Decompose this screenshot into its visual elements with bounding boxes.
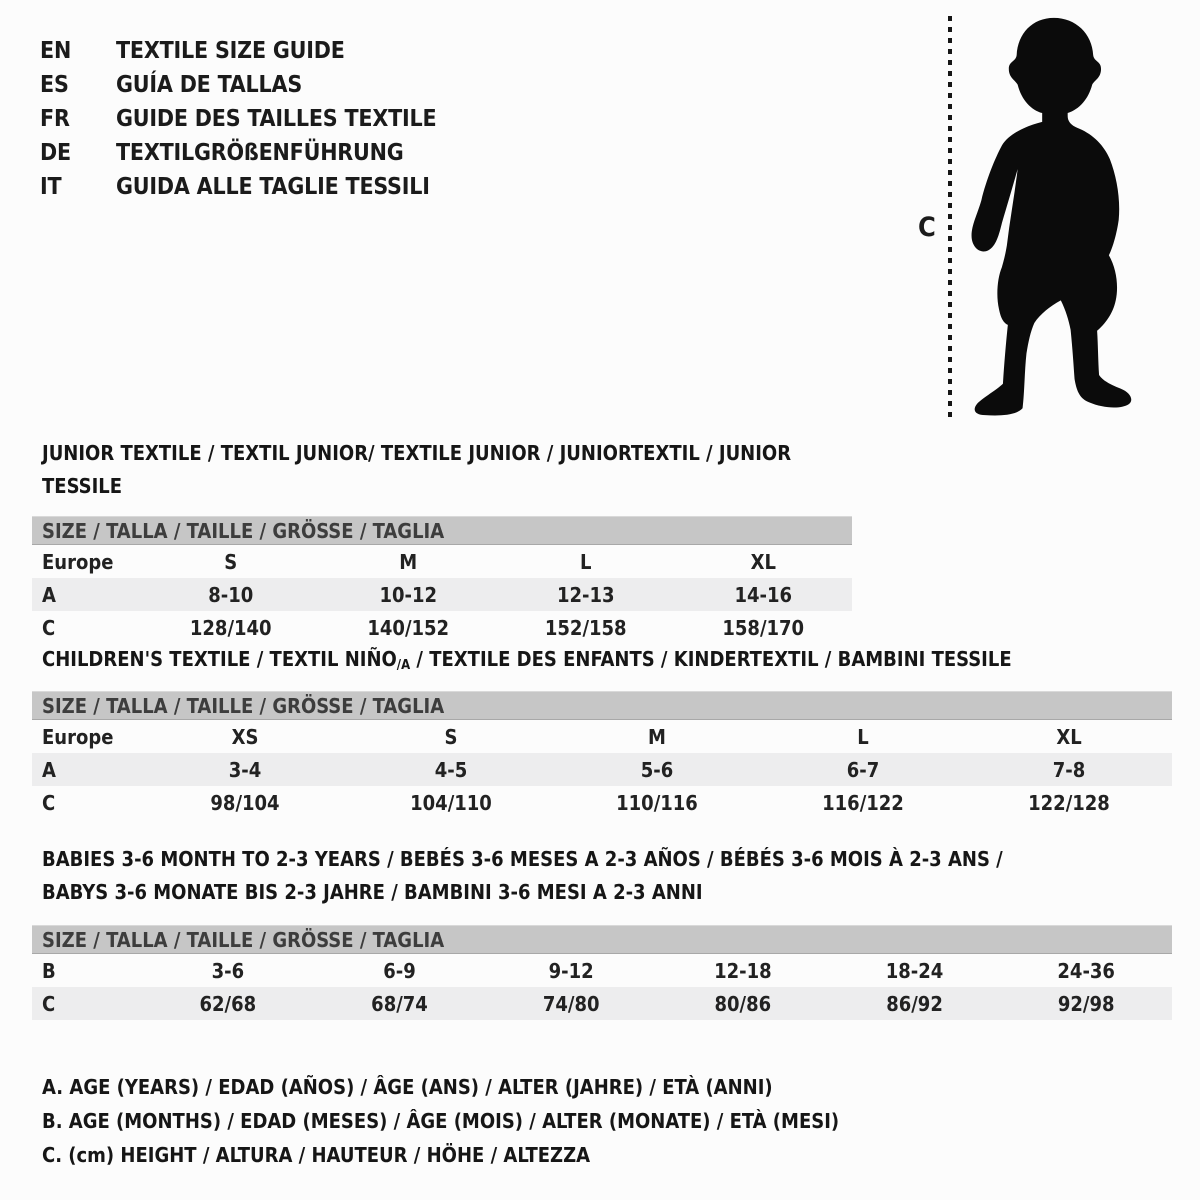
table-cell: 8-10 <box>208 582 254 607</box>
table-cell: 128/140 <box>189 615 272 640</box>
section-children <box>32 643 1172 819</box>
table-cell: 104/110 <box>410 790 492 815</box>
table-cell: 80/86 <box>714 991 772 1016</box>
table-cell: M <box>648 724 666 749</box>
section-title-text: / TEXTILE DES ENFANTS / KINDERTEXTIL / BAMBINI TESSILE <box>410 647 1012 671</box>
table-cell: 116/122 <box>822 790 904 815</box>
table-cell: M <box>399 549 418 574</box>
height-measure-dashed-line <box>948 16 952 417</box>
legend-line: A. AGE (YEARS) / EDAD (AÑOS) / ÂGE (ANS) / ALTER (JAHRE) / ETÀ (ANNI) <box>42 1075 773 1099</box>
table-cell: S <box>224 549 238 574</box>
baby-silhouette-icon <box>956 12 1146 424</box>
section-babies <box>32 843 1172 1020</box>
row-label: B <box>42 958 56 983</box>
row-label: Europe <box>42 724 114 749</box>
row-label: C <box>42 615 56 640</box>
table-cell: 18-24 <box>885 958 944 983</box>
table-cell: 158/170 <box>722 615 805 640</box>
table-cell: 152/158 <box>544 615 627 640</box>
language-list <box>40 34 436 204</box>
height-measure-label: C <box>918 212 936 243</box>
row-label: C <box>42 790 56 815</box>
table-cell: 7-8 <box>1052 757 1086 782</box>
section-title <box>42 437 852 503</box>
table-cell: XL <box>750 549 776 574</box>
size-table-header: SIZE / TALLA / TAILLE / GRÖSSE / TAGLIA <box>32 516 852 545</box>
size-table-junior <box>32 516 852 644</box>
table-cell: 24-36 <box>1057 958 1115 983</box>
table-cell: 98/104 <box>210 790 280 815</box>
language-code: DE <box>40 140 71 166</box>
table-cell: 74/80 <box>542 991 600 1016</box>
legend-line: B. AGE (MONTHS) / EDAD (MESES) / ÂGE (MOIS) / ALTER (MONATE) / ETÀ (MESI) <box>42 1109 840 1133</box>
table-cell: 10-12 <box>379 582 438 607</box>
language-code: ES <box>40 72 69 98</box>
size-table-header: SIZE / TALLA / TAILLE / GRÖSSE / TAGLIA <box>32 691 1172 720</box>
table-cell: XS <box>231 724 259 749</box>
table-cell: 9-12 <box>548 958 594 983</box>
table-row <box>32 987 1172 1020</box>
section-title-text: JUNIOR TEXTILE / TEXTIL JUNIOR/ TEXTILE JUNIOR / JUNIORTEXTIL / JUNIOR TESSILE <box>42 441 792 498</box>
legend <box>42 1070 839 1172</box>
table-cell: 12-18 <box>714 958 772 983</box>
table-row <box>32 611 852 644</box>
size-table-children <box>32 691 1172 819</box>
table-cell: 12-13 <box>556 582 615 607</box>
section-title-text: CHILDREN'S TEXTILE / TEXTIL NIÑO <box>42 647 397 671</box>
table-row <box>32 545 852 578</box>
language-row <box>40 136 436 170</box>
language-code: EN <box>40 38 72 64</box>
table-cell: 3-4 <box>228 757 262 782</box>
language-row <box>40 170 436 204</box>
table-cell: XL <box>1056 724 1082 749</box>
language-row <box>40 34 436 68</box>
table-cell: L <box>857 724 869 749</box>
size-table-babies <box>32 925 1172 1020</box>
language-code: IT <box>40 174 62 200</box>
table-cell: 110/116 <box>616 790 698 815</box>
section-title <box>42 643 1172 679</box>
language-title: TEXTILGRÖßENFÜHRUNG <box>116 140 404 166</box>
section-title-line: BABIES 3-6 MONTH TO 2-3 YEARS / BEBÉS 3-6 MESES A 2-3 AÑOS / BÉBÉS 3-6 MOIS À 2-3 ANS / <box>42 847 1003 871</box>
table-cell: 4-5 <box>434 757 468 782</box>
language-title: GUÍA DE TALLAS <box>116 72 303 98</box>
table-row <box>32 954 1172 987</box>
row-label: Europe <box>42 549 114 574</box>
table-cell: 122/128 <box>1028 790 1110 815</box>
row-label: A <box>42 582 56 607</box>
table-cell: 86/92 <box>886 991 943 1016</box>
language-title: TEXTILE SIZE GUIDE <box>116 38 345 64</box>
language-code: FR <box>40 106 70 132</box>
table-cell: 3-6 <box>211 958 245 983</box>
table-cell: S <box>444 724 458 749</box>
section-title-line: BABYS 3-6 MONATE BIS 2-3 JAHRE / BAMBINI 3-6 MESI A 2-3 ANNI <box>42 880 703 904</box>
table-cell: 62/68 <box>199 991 257 1016</box>
table-row <box>32 720 1172 753</box>
section-title <box>42 843 1172 909</box>
row-label: A <box>42 757 56 782</box>
table-cell: 68/74 <box>371 991 428 1016</box>
section-junior <box>32 437 852 644</box>
table-cell: 14-16 <box>734 582 793 607</box>
table-cell: 5-6 <box>640 757 674 782</box>
table-row <box>32 578 852 611</box>
table-cell: L <box>580 549 592 574</box>
table-row <box>32 786 1172 819</box>
table-cell: 6-7 <box>846 757 880 782</box>
size-table-header: SIZE / TALLA / TAILLE / GRÖSSE / TAGLIA <box>32 925 1172 954</box>
language-row <box>40 68 436 102</box>
table-cell: 140/152 <box>367 615 450 640</box>
table-cell: 6-9 <box>383 958 416 983</box>
language-title: GUIDA ALLE TAGLIE TESSILI <box>116 174 430 200</box>
section-title-subscript: /A <box>396 658 411 673</box>
legend-line: C. (cm) HEIGHT / ALTURA / HAUTEUR / HÖHE / ALTEZZA <box>42 1143 591 1167</box>
table-row <box>32 753 1172 786</box>
row-label: C <box>42 991 56 1016</box>
language-title: GUIDE DES TAILLES TEXTILE <box>116 106 437 132</box>
table-cell: 92/98 <box>1057 991 1115 1016</box>
language-row <box>40 102 436 136</box>
